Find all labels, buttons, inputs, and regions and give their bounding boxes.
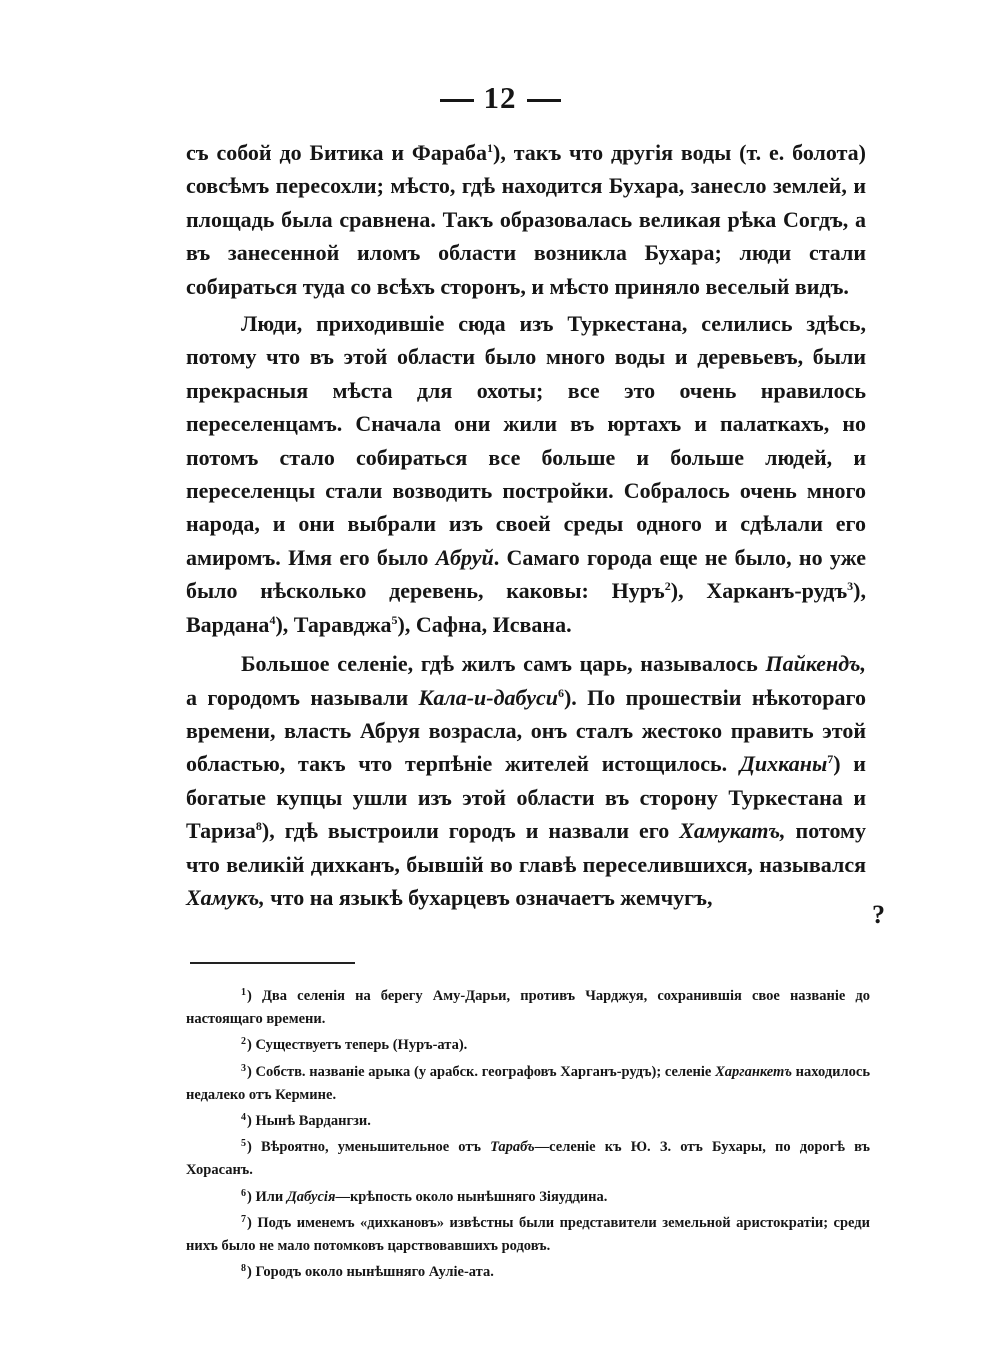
footnote-text: ) Подъ именемъ «дихкановъ» извѣстны были представители земельной аристократіи; среди нихъ было не мало потомковъ царствовавшихъ родовъ.	[186, 1214, 870, 1255]
body-text	[186, 136, 866, 914]
text-run: ), Таравджа	[275, 611, 392, 637]
margin-annotation: ?	[872, 900, 885, 929]
footnote-text: ) Собств. названіе арыка (у арабск. географовъ Харганъ-рудъ); селеніе	[247, 1063, 716, 1080]
footnote-italic: Дабусія	[286, 1188, 336, 1205]
page-number-text: 12	[483, 80, 517, 115]
footnote-ref-6: 6	[557, 685, 564, 700]
italic-name-abruy: Абруй	[435, 544, 494, 570]
footnote-text: ) Городъ около нынѣшняго Ауліе-ата.	[247, 1264, 494, 1281]
footnote-ref-7: 7	[827, 752, 834, 767]
text-run: Большое селеніе, гдѣ жилъ самъ царь, называлось	[241, 651, 766, 677]
footnote-5	[186, 1136, 870, 1182]
footnote-6	[186, 1186, 870, 1209]
footnote-italic: Тарабъ	[490, 1139, 535, 1156]
footnote-number: 7	[241, 1213, 246, 1225]
footnote-1	[186, 985, 870, 1031]
footnote-number: 1	[241, 987, 246, 998]
footnote-text: ) Вѣроятно, уменьшительное отъ	[247, 1139, 491, 1156]
text-run: что на языкѣ бухарцевъ означаетъ жемчугъ,	[264, 884, 713, 910]
footnote-text: —селеніе къ Ю. З. отъ Бухары, по дорогѣ въ Хорасанъ.	[186, 1139, 870, 1179]
italic-name-khamuk: Хамукъ,	[186, 884, 265, 910]
footnote-4	[186, 1110, 870, 1133]
text-run: ), Сафна, Исвана.	[397, 611, 572, 637]
italic-word-dikhkany: Дихканы	[739, 751, 828, 777]
footnote-ref-5: 5	[391, 612, 398, 627]
footnote-ref-8: 8	[255, 819, 262, 834]
page-number-dash-left	[440, 99, 474, 102]
paragraph-2	[186, 307, 866, 641]
paragraph-1	[186, 136, 866, 303]
footnote-text: —крѣпость около нынѣшняго Зіяуддина.	[335, 1188, 608, 1205]
text-run: ), такъ что другія воды (т. е. болота) совсѣмъ пересохли; мѣсто, гдѣ находится Бухара, занесло землей, и площадь была сравнена. Такъ образовалась великая рѣка Согдъ, а въ занесенной иломъ области возникла Бухара; люди стали собираться туда со всѣхъ сторонъ, и мѣсто приняло веселый видъ.	[186, 140, 866, 299]
text-run: Люди, приходившіе сюда изъ Туркестана, селились здѣсь, потому что въ этой области было много воды и деревьевъ, были прекрасныя мѣста для охоты; все это очень нравилось переселенцамъ. Сначала они жили въ юртахъ и палаткахъ, но потомъ стало собираться все больше и больше людей, и переселенцы стали возводить постройки. Собралось очень много народа, и они выбрали изъ своей среды одного и сдѣлали его амиромъ. Имя его было	[186, 311, 866, 570]
footnote-7	[186, 1212, 870, 1258]
footnote-8	[186, 1261, 870, 1284]
text-run: ), Вардана	[186, 578, 866, 637]
footnote-ref-3: 3	[847, 579, 854, 594]
text-run: . Самаго города еще не было, но уже было нѣсколько деревень, каковы: Нуръ	[186, 544, 867, 604]
text-run: ) и богатые купцы ушли изъ этой области въ сторону Туркестана и Тариза	[186, 751, 866, 844]
page-number	[0, 80, 1000, 116]
text-run: ). По прошествіи нѣкотораго времени, власть Абруя возрасла, онъ сталъ жестоко править этой областью, такъ что терпѣніе жителей истощилось.	[186, 684, 866, 777]
paragraph-3	[186, 647, 866, 914]
footnote-number: 3	[241, 1062, 246, 1074]
footnote-number: 4	[241, 1112, 246, 1124]
italic-name-khamukat: Хамукатъ,	[679, 818, 786, 844]
footnotes	[186, 985, 870, 1287]
italic-name-kala-i-dabusi: Кала-и-дабуси	[418, 684, 558, 710]
footnote-text: ) Два селенія на берегу Аму-Дарьи, противъ Чарджуя, сохранившія свое названіе до настоящаго времени.	[186, 988, 870, 1028]
text-run: ), гдѣ выстроили городъ и назвали его	[261, 818, 680, 844]
footnote-divider	[190, 962, 355, 964]
text-run: потому что великій дихканъ, бывшій во главѣ переселившихся, назывался	[186, 818, 867, 877]
text-run: съ собой до Битика и Фараба	[186, 140, 488, 165]
footnote-ref-2: 2	[664, 579, 671, 594]
footnote-2	[186, 1034, 870, 1057]
footnote-ref-1: 1	[487, 141, 494, 155]
text-run: ), Харканъ-рудъ	[670, 578, 848, 604]
footnote-3	[186, 1061, 870, 1107]
footnote-text: находилось недалеко отъ Кермине.	[186, 1063, 870, 1103]
footnote-number: 2	[241, 1036, 246, 1048]
footnote-number: 5	[241, 1138, 246, 1150]
footnote-italic: Харганкетъ	[715, 1063, 792, 1080]
page-number-dash-right	[527, 99, 561, 102]
text-run: а городомъ называли	[186, 684, 419, 710]
footnote-ref-4: 4	[269, 612, 276, 627]
footnote-number: 8	[241, 1263, 246, 1275]
footnote-text: ) Или	[247, 1188, 287, 1205]
italic-name-paykend: Пайкендъ,	[765, 651, 866, 677]
footnote-number: 6	[241, 1187, 246, 1199]
footnote-text: ) Существуетъ теперь (Нуръ-ата).	[247, 1037, 468, 1054]
footnote-text: ) Нынѣ Вардангзи.	[247, 1113, 371, 1130]
